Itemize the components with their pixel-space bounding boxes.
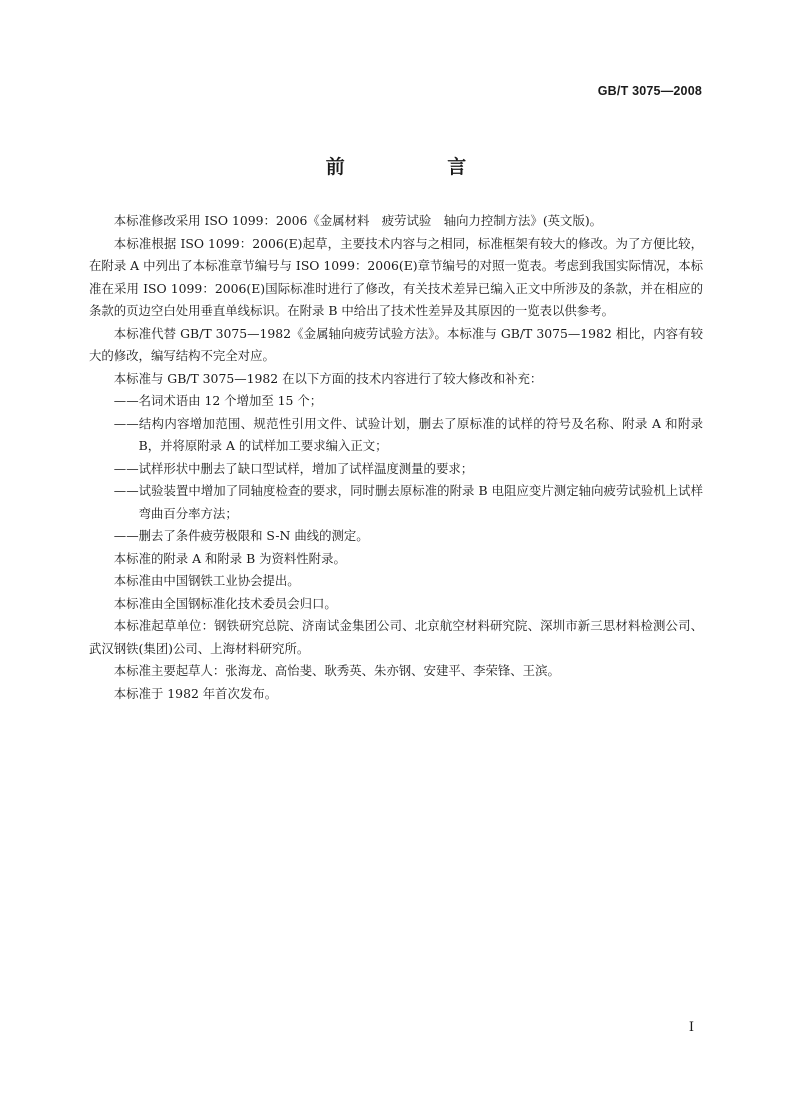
- list-item: ——结构内容增加范围、规范性引用文件、试验计划，删去了原标准的试样的符号及名称、附录 A 和附录 B，并将原附录 A 的试样加工要求编入正文；: [113, 415, 703, 453]
- paragraph-appendices: 本标准的附录 A 和附录 B 为资料性附录。: [113, 550, 346, 566]
- list-item: ——试样形状中删去了缺口型试样，增加了试样温度测量的要求；: [113, 460, 474, 476]
- paragraph-replacement: 本标准代替 GB/T 3075—1982《金属轴向疲劳试验方法》。本标准与 GB/T 3075—1982 相比，内容有较大的修改，编写结构不完全对应。: [89, 325, 703, 363]
- paragraph-first-release: 本标准于 1982 年首次发布。: [113, 685, 278, 701]
- paragraph-drafters: 本标准主要起草人：张海龙、高怡斐、耿秀英、朱亦钢、安建平、李荣锋、王滨。: [113, 663, 560, 678]
- foreword-body: [89, 210, 703, 705]
- paragraph-drafting-basis: 本标准根据 ISO 1099：2006(E)起草，主要技术内容与之相同，标准框架有较大的修改。为了方便比较，在附录 A 中列出了本标准章节编号与 ISO 1099：2006(E)章节编号的对照一览表。考虑到我国实际情况，本标准在采用 ISO 1099：2006(E)国际标准时进行了修改，有关技术差异已编入正文中所涉及的条款，并在相应的条款的页边空白处用垂直单线标识。在附录 B 中给出了技术性差异及其原因的一览表以供参考。: [89, 235, 703, 318]
- list-item: ——名词术语由 12 个增加至 15 个；: [113, 393, 323, 408]
- standard-code: GB/T 3075—2008: [597, 84, 702, 98]
- paragraph-adoption: 本标准修改采用 ISO 1099：2006《金属材料 疲劳试验 轴向力控制方法》(英文版)。: [113, 213, 603, 228]
- paragraph-changes-intro: 本标准与 GB/T 3075—1982 在以下方面的技术内容进行了较大修改和补充：: [113, 370, 543, 386]
- list-item: ——删去了条件疲劳极限和 S-N 曲线的测定。: [113, 528, 369, 543]
- list-item: ——试验装置中增加了同轴度检查的要求，同时删去原标准的附录 B 电阻应变片测定轴向疲劳试验机上试样弯曲百分率方法；: [113, 483, 703, 521]
- paragraph-proposer: 本标准由中国钢铁工业协会提出。: [113, 573, 300, 588]
- changes-list: [89, 390, 703, 548]
- paragraph-committee: 本标准由全国钢标准化技术委员会归口。: [113, 595, 337, 611]
- paragraph-drafting-units: 本标准起草单位：钢铁研究总院、济南试金集团公司、北京航空材料研究院、深圳市新三思材料检测公司、武汉钢铁(集团)公司、上海材料研究所。: [89, 618, 703, 656]
- page-title: 前 言: [325, 156, 515, 178]
- page-number: I: [688, 1020, 694, 1035]
